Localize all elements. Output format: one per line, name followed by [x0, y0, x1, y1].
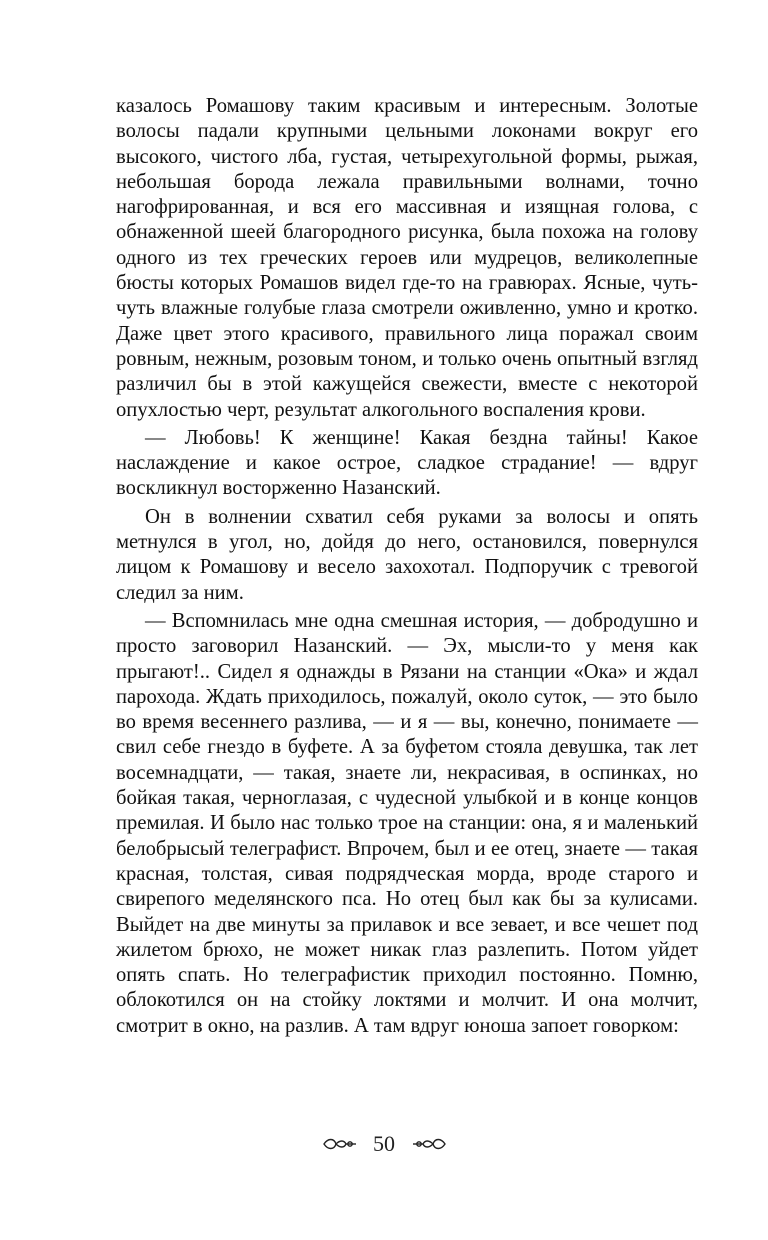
paragraph-1: казалось Ромашову таким красивым и интересным. Золотые волосы падали крупными цельными локонами вокруг его высокого, чистого лба, густая, четырехугольной формы, рыжая, небольшая борода лежала правильными волнами, точно нагофрированная, и вся его массивная и изящная голова, с обнаженной шеей благородного рисунка, была похожа на голову одного из тех греческих героев или мудрецов, великолепные бюсты которых Ромашов видел где-то на гравюрах. Ясные, чуть-чуть влажные голубые глаза смотрели оживленно, умно и кротко. Даже цвет этого красивого, правильного лица поражал своим ровным, нежным, розовым тоном, и только очень опытный взгляд различил бы в этой кажущейся свежести, вместе с некоторой опухлостью черт, результат алкогольного воспаления крови.	[116, 95, 698, 421]
right-ornament-icon	[411, 1135, 447, 1153]
page-footer	[0, 1128, 768, 1158]
page-body	[116, 94, 698, 1039]
paragraph-4: — Вспомнилась мне одна смешная история, — добродушно и просто заговорил Назанский. — Эх, мысли-то у меня как прыгают!.. Сидел я однажды в Рязани на станции «Ока» и ждал парохода. Ждать приходилось, пожалуй, около суток, — это было во время весеннего разлива, — и я — вы, конечно, понимаете — свил себе гнездо в буфете. А за буфетом стояла девушка, так лет восемнадцати, — такая, знаете ли, некрасивая, в оспинках, но бойкая такая, черноглазая, с чудесной улыбкой и в конце концов премилая. И было нас только трое на станции: она, я и маленький белобрысый телеграфист. Впрочем, был и ее отец, знаете — такая красная, толстая, сивая подрядческая морда, вроде старого и свирепого меделянского пса. Но отец был как бы за кулисами. Выйдет на две минуты за прилавок и все зевает, и все чешет под жилетом брюхо, не может никак глаз разлепить. Потом уйдет опять спать. Но телеграфистик приходил постоянно. Помню, облокотился он на стойку локтями и молчит. И она молчит, смотрит в окно, на разлив. А там вдруг юноша запоет говорком:	[116, 609, 698, 1037]
left-ornament-icon	[322, 1135, 358, 1153]
paragraph-3: Он в волнении схватил себя руками за волосы и опять метнулся в угол, но, дойдя до него, остановился, повернулся лицом к Ромашову и весело захохотал. Подпоручик с тревогой следил за ним.	[116, 505, 698, 604]
paragraph-2: — Любовь! К женщине! Какая бездна тайны! Какое наслаждение и какое острое, сладкое страдание! — вдруг воскликнул восторженно Назанский.	[116, 426, 698, 500]
page-number: 50	[373, 1130, 395, 1156]
